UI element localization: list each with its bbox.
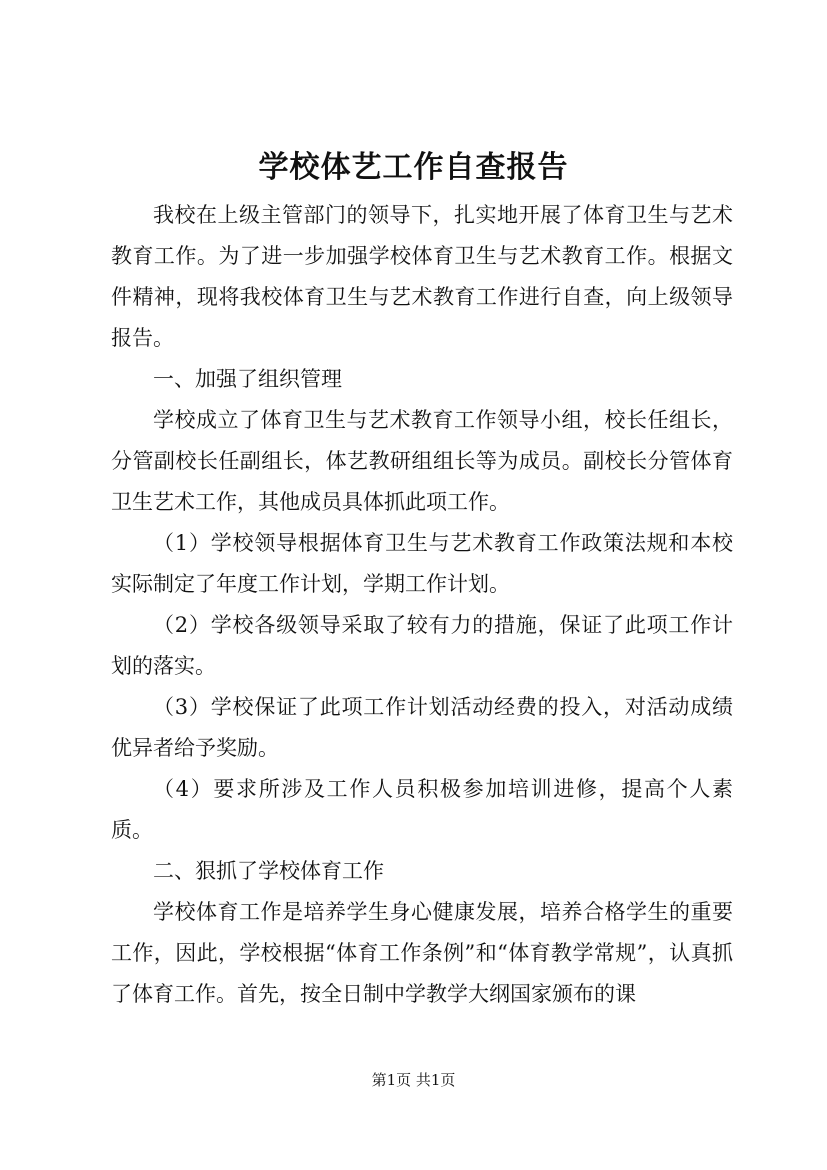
list-item-1: （1）学校领导根据体育卫生与艺术教育工作政策法规和本校实际制定了年度工作计划，学期工作计划。 bbox=[111, 531, 733, 596]
list-item-3: （3）学校保证了此项工作计划活动经费的投入，对活动成绩优异者给予奖励。 bbox=[111, 695, 733, 760]
section-heading-sports: 二、狠抓了学校体育工作 bbox=[153, 859, 384, 883]
document-title: 学校体艺工作自查报告 bbox=[258, 150, 569, 185]
section-heading-organization: 一、加强了组织管理 bbox=[153, 367, 342, 391]
paragraph-intro: 我校在上级主管部门的领导下，扎实地开展了体育卫生与艺术教育工作。为了进一步加强学校体育卫生与艺术教育工作。根据文件精神，现将我校体育卫生与艺术教育工作进行自查，向上级领导报告。 bbox=[111, 203, 733, 350]
paragraph-organization: 学校成立了体育卫生与艺术教育工作领导小组，校长任组长，分管副校长任副组长，体艺教研组组长等为成员。副校长分管体育卫生艺术工作，其他成员具体抓此项工作。 bbox=[111, 408, 733, 514]
list-item-2: （2）学校各级领导采取了较有力的措施，保证了此项工作计划的落实。 bbox=[111, 613, 733, 678]
document-body bbox=[111, 195, 733, 1015]
list-item-4: （4）要求所涉及工作人员积极参加培训进修，提高个人素质。 bbox=[111, 777, 733, 842]
page-number-footer: 第1页 共1页 bbox=[371, 1071, 456, 1089]
paragraph-sports: 学校体育工作是培养学生身心健康发展，培养合格学生的重要工作，因此，学校根据“体育工作条例”和“体育教学常规”，认真抓了体育工作。首先，按全日制中学教学大纲国家颁布的课 bbox=[111, 900, 733, 1006]
